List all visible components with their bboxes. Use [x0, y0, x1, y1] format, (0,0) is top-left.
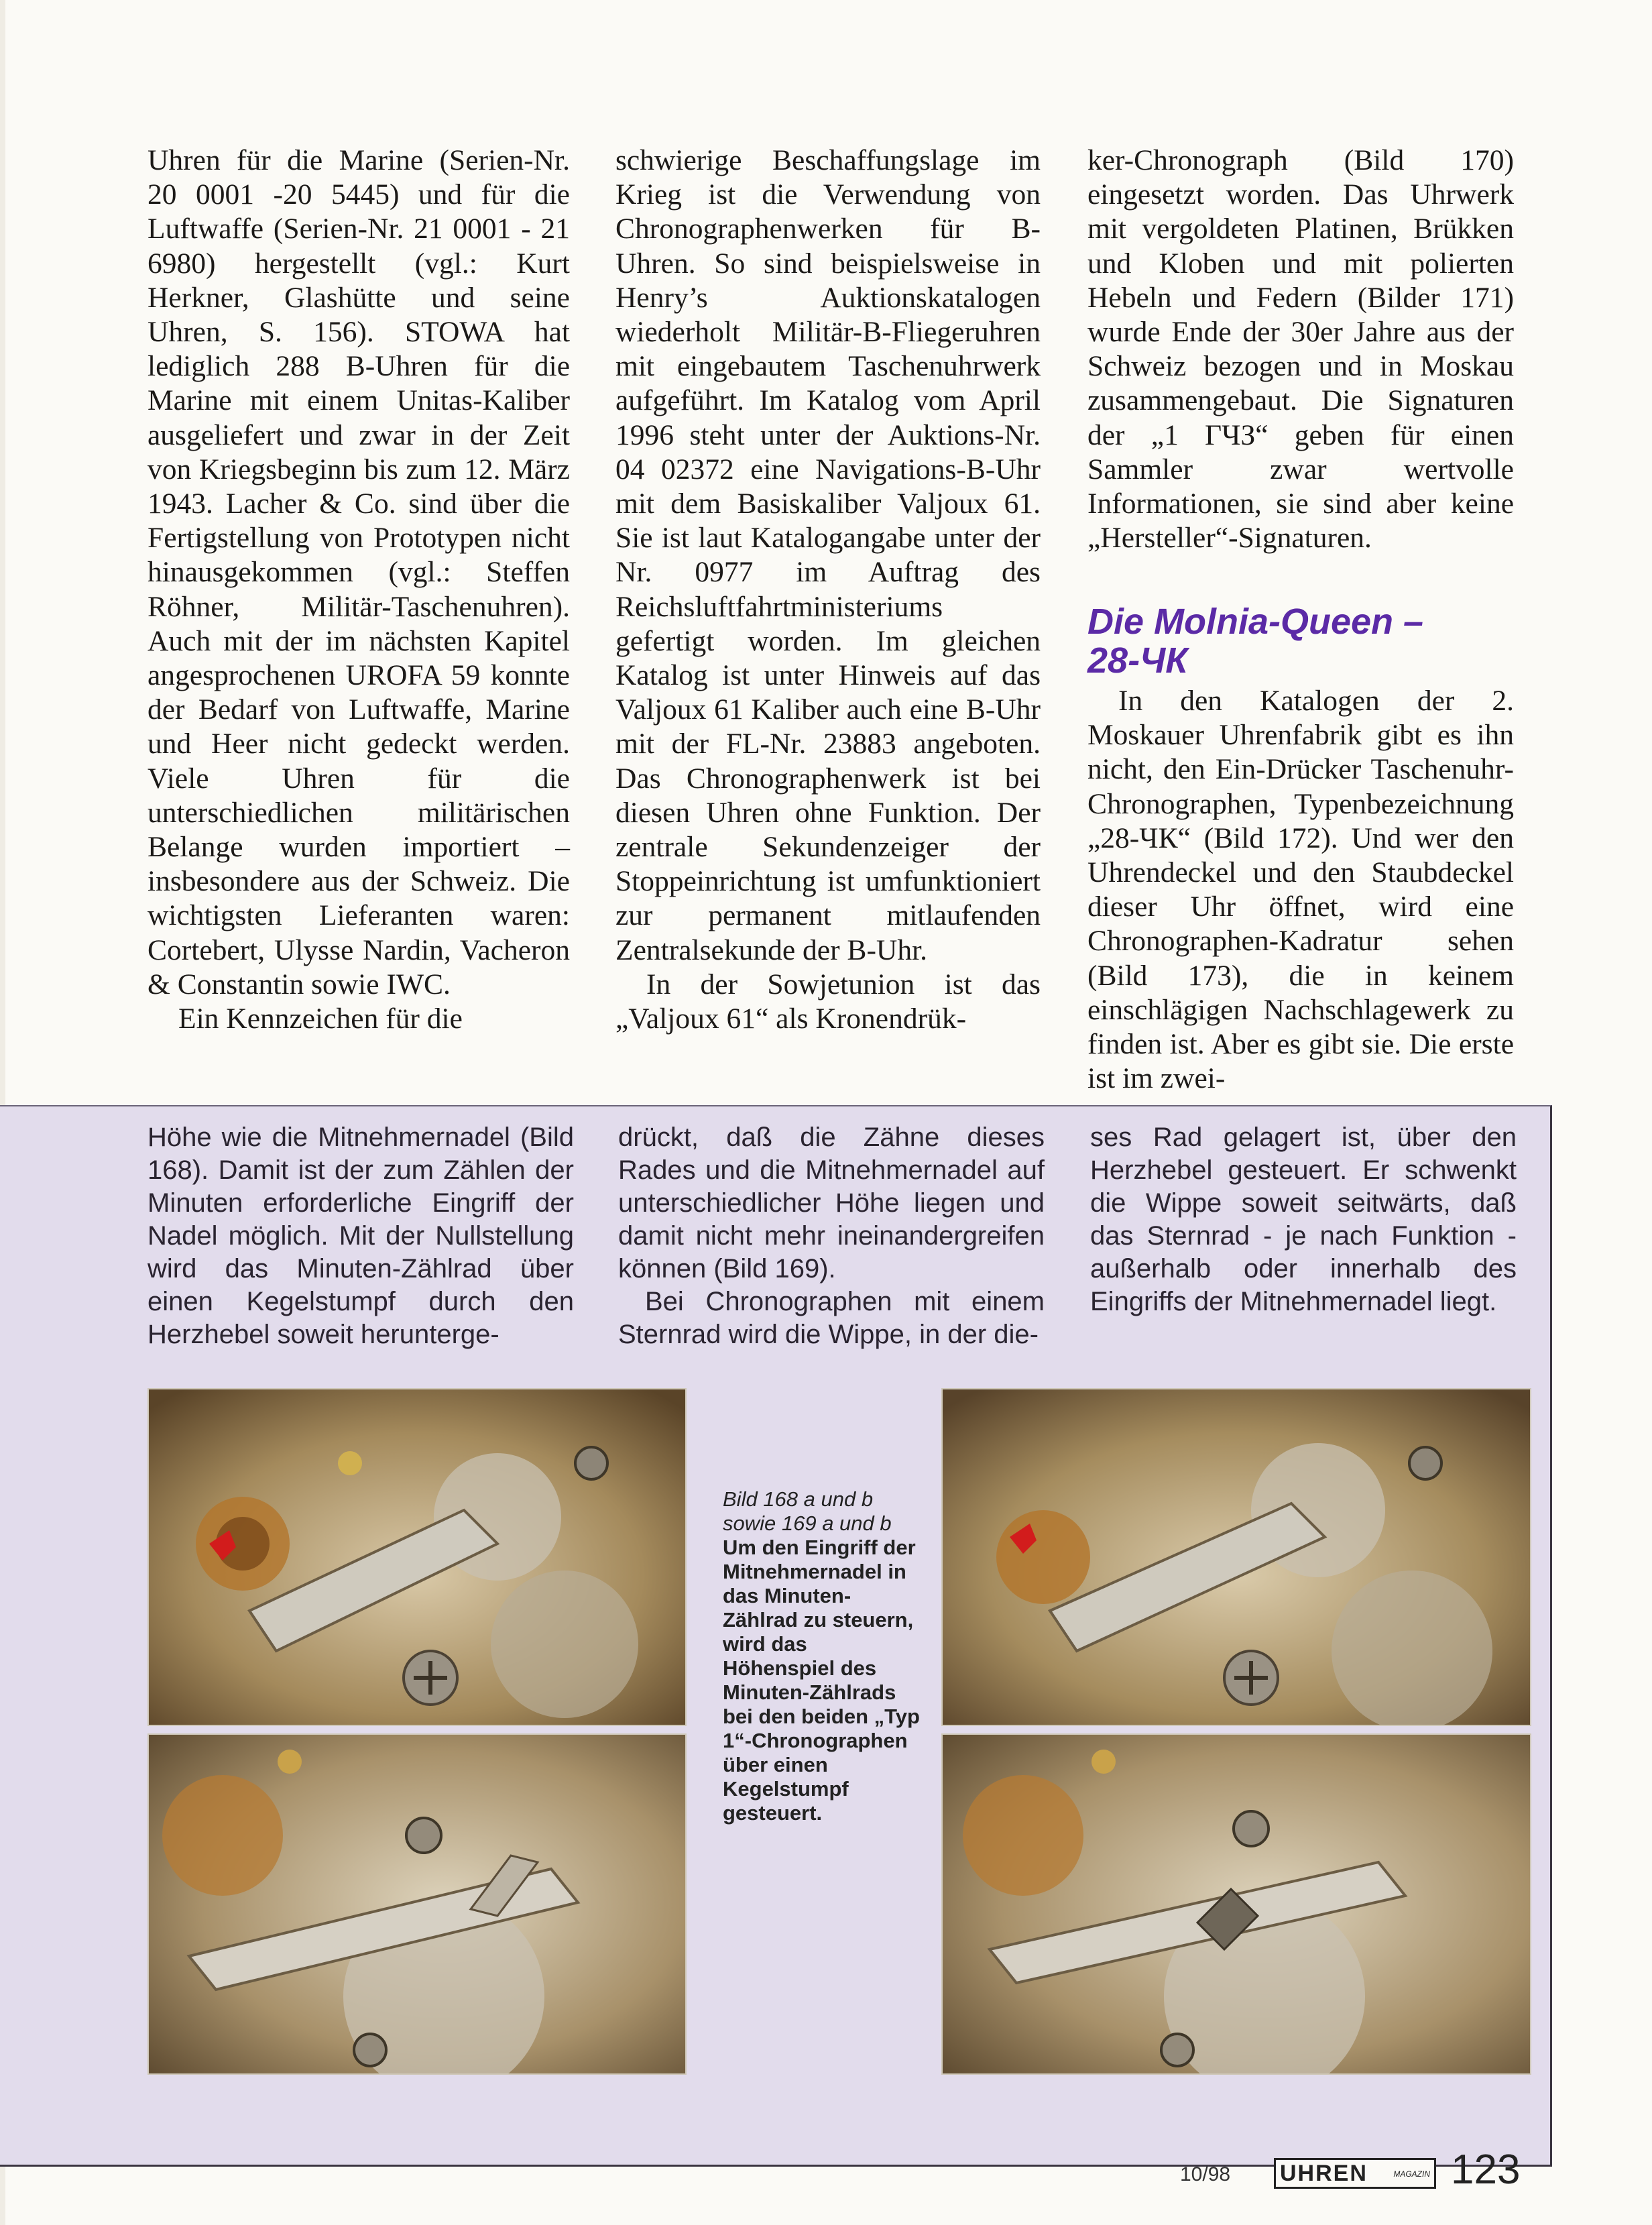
- caption-reference: Bild 168 a und b sowie 169 a und b: [723, 1487, 892, 1535]
- issue-number: 10/98: [1180, 2163, 1231, 2185]
- watch-movement-image: [149, 1735, 685, 2073]
- photo-bild-169a: [941, 1388, 1531, 1726]
- article-column-2: [615, 144, 1041, 1036]
- paragraph: Bei Chronographen mit einem Sternrad wird die Wippe, in der die-: [618, 1287, 1045, 1349]
- section-heading-line-1: Die Molnia-Queen –: [1087, 602, 1424, 642]
- photo-bild-169b: [941, 1733, 1531, 2075]
- paragraph: ses Rad gelagert ist, über den Herzhebel gesteuert. Er schwenkt die Wippe soweit seitwärts, daß das Sternrad - je nach Funktion - außerhalb oder innerhalb des Eingriffs der Mitnehmernadel liegt.: [1090, 1123, 1517, 1316]
- photo-bild-168a: [148, 1388, 687, 1726]
- article-column-3-continued: [1087, 684, 1514, 1096]
- paragraph: Uhren für die Marine (Serien-Nr. 20 0001 -20 5445) und für die Luftwaffe (Serien-Nr. 21 0001 - 21 6980) hergestellt (vgl.: Kurt Herkner, Glashütte und seine Uhren, S. 156). STOWA hat lediglich 288 B-Uhren für die Marine mit einem Unitas-Kaliber ausgeliefert und zwar in der Zeit von Kriegsbeginn bis zum 12. März 1943. Lacher & Co. sind über die Fertigstellung von Prototypen nicht hinausgekommen (vgl.: Steffen Röhner, Militär-Taschenuhren). Auch mit der im nächsten Kapitel angesprochenen UROFA 59 konnte der Bedarf von Luftwaffe, Marine und Heer nicht gedeckt werden. Viele Uhren für die unterschiedlichen militärischen Belange wurden importiert – insbesondere aus der Schweiz. Die wichtigsten Lieferanten waren: Cortebert, Ulysse Nardin, Vacheron & Constantin sowie IWC.: [148, 144, 570, 1001]
- magazine-logo: [1274, 2158, 1436, 2189]
- box-column-2: [618, 1121, 1045, 1351]
- watch-movement-image: [943, 1735, 1530, 2073]
- logo-text: UHREN: [1280, 2161, 1368, 2186]
- page-footer: [1180, 2146, 1529, 2193]
- paragraph: In den Katalogen der 2. Moskauer Uhrenfabrik gibt es ihn nicht, den Ein-Drücker Taschenuhr-Chronographen, Typenbezeichnung „28-ЧК“ (Bild 172). Und wer den Uhrendeckel und den Staubdeckel dieser Uhr öffnet, wird eine Chronographen-Kadratur sehen (Bild 173), die in keinem einschlägigen Nachschlagewerk zu finden ist. Aber es gibt sie. Die erste ist im zwei-: [1087, 685, 1514, 1095]
- caption-text: Um den Eingriff der Mitnehmernadel in das Minuten-Zählrad zu steuern, wird das Höhenspiel des Minuten-Zählrads bei den beiden „Typ 1“-Chronographen über einen Kegelstumpf gesteuert.: [723, 1536, 920, 1825]
- watch-movement-image: [943, 1389, 1530, 1725]
- box-column-3: [1090, 1121, 1517, 1318]
- paragraph: Ein Kennzeichen für die: [178, 1003, 463, 1035]
- logo-subtext: MAGAZIN: [1393, 2169, 1430, 2179]
- box-column-1: [148, 1121, 574, 1351]
- watch-movement-image: [149, 1389, 685, 1725]
- figure-caption: [723, 1487, 924, 1825]
- paragraph: In der Sowjetunion ist das „Valjoux 61“ als Kronendrük-: [615, 968, 1041, 1035]
- paragraph: drückt, daß die Zähne dieses Rades und die Mitnehmernadel auf unterschiedlicher Höhe liegen und damit nicht mehr ineinandergreifen können (Bild 169).: [618, 1123, 1045, 1283]
- section-heading-line-2: 28-ЧК: [1087, 640, 1188, 681]
- paragraph: ker-Chronograph (Bild 170) eingesetzt worden. Das Uhrwerk mit vergoldeten Platinen, Brükken und Kloben und mit polierten Hebeln und Federn (Bilder 171) wurde Ende der 30er Jahre aus der Schweiz bezogen und in Moskau zusammengebaut. Die Signaturen der „1 ГЧЗ“ geben für einen Sammler zwar wertvolle Informationen, sie sind aber keine „Hersteller“-Signaturen.: [1087, 144, 1514, 555]
- article-column-1: [148, 144, 570, 1036]
- paragraph: schwierige Beschaffungslage im Krieg ist die Verwendung von Chronographenwerken für B-Uhren. So sind beispielsweise in Henry’s Auktionskatalogen wiederholt Militär-B-Fliegeruhren mit eingebautem Taschenuhrwerk aufgeführt. Im Katalog vom April 1996 steht unter der Auktions-Nr. 04 02372 eine Navigations-B-Uhr mit dem Basiskaliber Valjoux 61. Sie ist laut Katalogangabe unter der Nr. 0977 im Auftrag des Reichsluftfahrtministeriums gefertigt worden. Im gleichen Katalog ist unter Hinweis auf das Valjoux 61 Kaliber auch eine B-Uhr mit der FL-Nr. 23883 angeboten. Das Chronographenwerk ist bei diesen Uhren ohne Funktion. Der zentrale Sekundenzeiger der Stoppeinrichtung ist umfunktioniert zur permanent mitlaufenden Zentralsekunde der B-Uhr.: [615, 144, 1041, 966]
- paragraph: Höhe wie die Mitnehmernadel (Bild 168). Damit ist der zum Zählen der Minuten erforderliche Eingriff der Nadel möglich. Mit der Nullstellung wird das Minuten-Zählrad über einen Kegelstumpf durch den Herzhebel soweit herunterge-: [148, 1123, 574, 1349]
- page-number: 123: [1451, 2147, 1521, 2193]
- section-heading: [1087, 602, 1517, 680]
- photo-bild-168b: [148, 1733, 687, 2075]
- article-column-3: [1087, 144, 1514, 555]
